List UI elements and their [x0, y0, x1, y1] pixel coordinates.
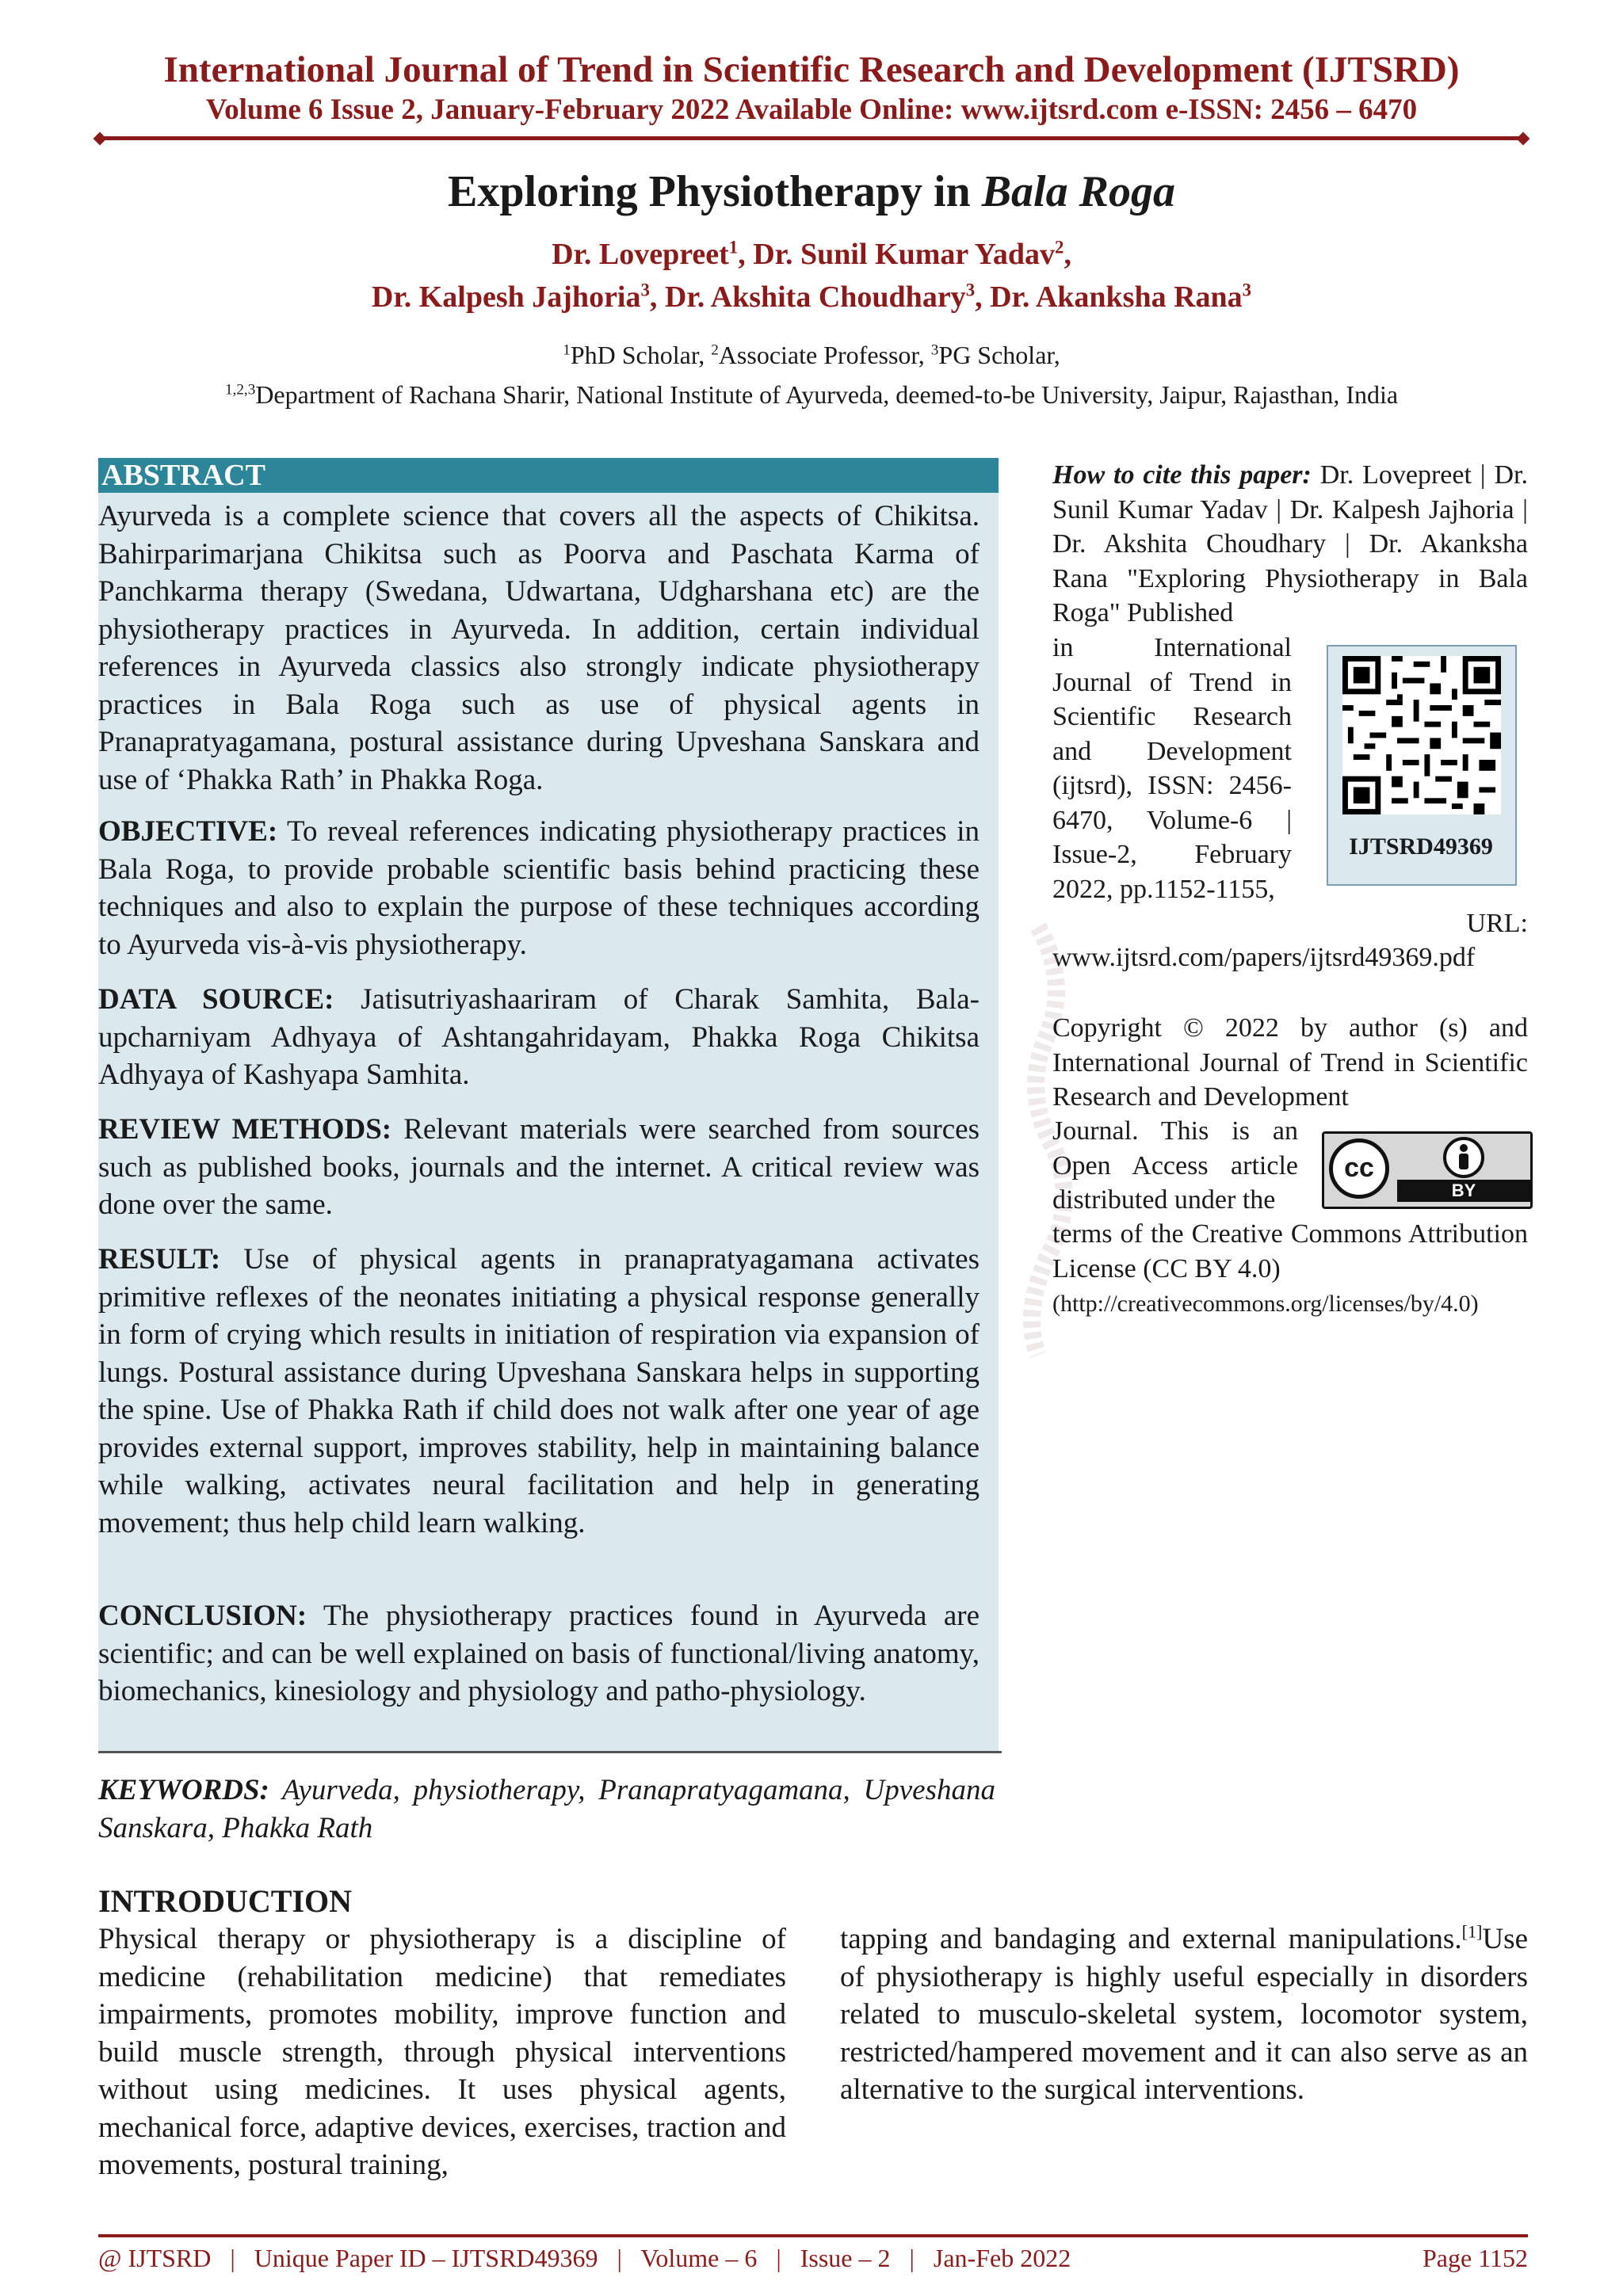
- citation-narrow-text: in International Journal of Trend in Scientific Research and Development (ijtsrd), ISSN: 2456-6470, Volume-6 | Issue-2, February 2022, pp.1152-1155,: [1052, 633, 1292, 904]
- section-label: CONCLUSION:: [98, 1600, 307, 1632]
- author-sep: ,: [1064, 238, 1071, 271]
- footer-info: @ IJTSRD | Unique Paper ID – IJTSRD49369 | Volume – 6 | Issue – 2 | Jan-Feb 2022: [98, 2244, 1071, 2272]
- citation-text: Dr. Lovepreet | Dr. Sunil Kumar Yadav | Dr. Kalpesh Jajhoria | Dr. Akshita Choudhary | Dr. Akanksha Rana "Exploring Physiotherapy in Bala Roga" Published: [1052, 460, 1528, 627]
- paper-title-plain: Exploring Physiotherapy in: [448, 167, 982, 216]
- affiliation-department: [0, 379, 1623, 410]
- license-url[interactable]: (http://creativecommons.org/licenses/by/4.0): [1052, 1291, 1479, 1317]
- author-name: Dr. Akanksha Rana: [990, 280, 1243, 314]
- page-number: Page 1152: [1422, 2244, 1528, 2272]
- affil-role: Associate Professor,: [718, 341, 931, 369]
- author-name: Dr. Lovepreet: [552, 238, 729, 271]
- abstract-result: [98, 1241, 980, 1542]
- author-sup: 3: [640, 280, 650, 300]
- section-text: To reveal references indicating physiotherapy practices in Bala Roga, to provide probable scientific basis behind practicing these techniques and also to explain the purpose of these techniques according to Ayurveda vis-à-vis physiotherapy.: [98, 815, 980, 961]
- keywords-label: KEYWORDS:: [98, 1774, 269, 1806]
- intro-text-a: tapping and bandaging and external manipulations.: [840, 1923, 1462, 1955]
- citation-block: [1052, 458, 1528, 631]
- authors-line-1: [0, 236, 1623, 273]
- author-sep: ,: [649, 280, 665, 314]
- by-label: BY: [1397, 1180, 1530, 1202]
- license-text: terms of the Creative Commons Attribution License (CC BY 4.0): [1052, 1219, 1528, 1283]
- author-sup: 3: [1242, 280, 1252, 300]
- journal-issue-line: Volume 6 Issue 2, January-February 2022 Available Online: www.ijtsrd.com e-ISSN: 2456 – 6470: [205, 93, 1418, 126]
- section-label: DATA SOURCE:: [98, 983, 334, 1016]
- by-icon-area: [1397, 1134, 1530, 1180]
- person-icon: [1440, 1135, 1487, 1180]
- copyright-license-text: [1052, 1217, 1528, 1286]
- author-sup: 1: [728, 237, 739, 257]
- introduction-heading: INTRODUCTION: [98, 1883, 353, 1919]
- divider-diamond-left: [94, 132, 107, 146]
- affil-role: PG Scholar,: [938, 341, 1060, 369]
- citation-label: How to cite this paper:: [1052, 460, 1312, 490]
- section-label: OBJECTIVE:: [98, 815, 278, 848]
- paper-id-label: IJTSRD49369: [1349, 833, 1493, 860]
- abstract-intro: Ayurveda is a complete science that covers all the aspects of Chikitsa. Bahirparimarjana Chikitsa such as Poorva and Paschata Karma of Panchkarma therapy (Swedana, Udwartana, Udgharshana etc) are the physiotherapy practices in Ayurveda. In addition, certain individual references in Ayurveda classics also strongly indicate physiotherapy practices in Bala Roga such as use of physical agents in Pranapratyagamana, postural assistance during Upveshana Sanskara and use of ‘Phakka Rath’ in Phakka Roga.: [98, 500, 980, 796]
- affiliation-roles: [0, 339, 1623, 371]
- affil-role: PhD Scholar,: [570, 341, 712, 369]
- affil-sup: 1: [563, 341, 571, 359]
- header-divider: [100, 136, 1523, 140]
- divider-diamond-right: [1517, 132, 1530, 146]
- abstract-bottom-rule: [98, 1751, 1002, 1753]
- author-sep: ,: [975, 280, 991, 314]
- section-text: The physiotherapy practices found in Ayurveda are scientific; and can be well explained on basis of functional/living anatomy, biomechanics, kinesiology and physiology and patho-physiology.: [98, 1600, 980, 1707]
- abstract-heading-text: ABSTRACT: [101, 459, 265, 492]
- affil-sup: 3: [930, 341, 939, 359]
- footer-divider: [98, 2234, 1528, 2237]
- section-label: RESULT:: [98, 1243, 221, 1276]
- author-sup: 2: [1055, 237, 1064, 257]
- author-sup: 3: [965, 280, 976, 300]
- copyright-narrow-text: Journal. This is an Open Access article distributed under the: [1052, 1116, 1298, 1215]
- affil-dept-text: Department of Rachana Sharir, National Institute of Ayurveda, deemed-to-be University, Jaipur, Rajasthan, India: [255, 380, 1399, 409]
- citation-ref[interactable]: [1]: [1461, 1921, 1483, 1942]
- copyright-text: Copyright © 2022 by author (s) and International Journal of Trend in Scientific Research and Development: [1052, 1013, 1528, 1112]
- cc-by-license-badge[interactable]: [1322, 1131, 1533, 1209]
- section-text: Use of physical agents in pranapratyagamana activates primitive reflexes of the neonates initiating a physical response generally in form of crying which results in initiation of respiration via expansion of lungs. Postural assistance during Upveshana Sanskara helps in supporting the spine. Use of Phakka Rath if child does not walk after one year of age provides external support, improves stability, help in maintaining balance while walking, activates neural facilitation and help in generating movement; thus help child learn walking.: [98, 1243, 980, 1539]
- section-text: Relevant materials were searched from sources such as published books, journals and the internet. A critical review was done over the same.: [98, 1113, 980, 1221]
- section-text: Jatisutriyashaariram of Charak Samhita, Bala-upcharniyam Adhyaya of Ashtangahridayam, Phakka Roga Chikitsa Adhyaya of Kashyapa Samhita.: [98, 983, 980, 1091]
- abstract-objective: [98, 813, 980, 963]
- author-name: Dr. Akshita Choudhary: [664, 280, 966, 314]
- affil-sup: 1,2,3: [224, 381, 256, 399]
- journal-title: International Journal of Trend in Scientific Research and Development (IJTSRD): [163, 49, 1460, 90]
- abstract-review-methods: [98, 1111, 980, 1224]
- section-label: REVIEW METHODS:: [98, 1113, 392, 1146]
- qr-code-icon: [1342, 656, 1501, 814]
- affil-sup: 2: [711, 341, 719, 359]
- intro-text-b: Use of physiotherapy is highly useful especially in disorders related to musculo-skeletal system, locomotor system, restricted/hampered movement and it can also serve as an alternative to the surgical interventions.: [840, 1923, 1528, 2106]
- paper-title: [0, 166, 1623, 217]
- author-sep: ,: [738, 238, 754, 271]
- citation-url[interactable]: www.ijtsrd.com/papers/ijtsrd49369.pdf: [1052, 943, 1476, 972]
- cc-icon: cc: [1329, 1138, 1389, 1199]
- author-name: Dr. Sunil Kumar Yadav: [753, 238, 1056, 271]
- keywords: [98, 1772, 995, 1847]
- authors-line-2: [0, 279, 1623, 315]
- keywords-text: Ayurveda, physiotherapy, Pranapratyagamana, Upveshana Sanskara, Phakka Rath: [98, 1774, 995, 1844]
- abstract-heading: [98, 458, 999, 493]
- introduction-left-column: Physical therapy or physiotherapy is a discipline of medicine (rehabilitation medicine) that remediates impairments, promotes mobility, improve function and build muscle strength, through physical interventions without using medicines. It uses physical agents, mechanical force, adaptive devices, exercises, traction and movements, postural training,: [98, 1923, 786, 2181]
- paper-title-italic: Bala Roga: [981, 167, 1175, 216]
- introduction-right-column: [840, 1920, 1528, 2109]
- abstract-data-source: [98, 981, 980, 1094]
- citation-url-label: URL:: [1466, 909, 1528, 938]
- author-name: Dr. Kalpesh Jajhoria: [371, 280, 641, 314]
- abstract-conclusion: [98, 1597, 980, 1711]
